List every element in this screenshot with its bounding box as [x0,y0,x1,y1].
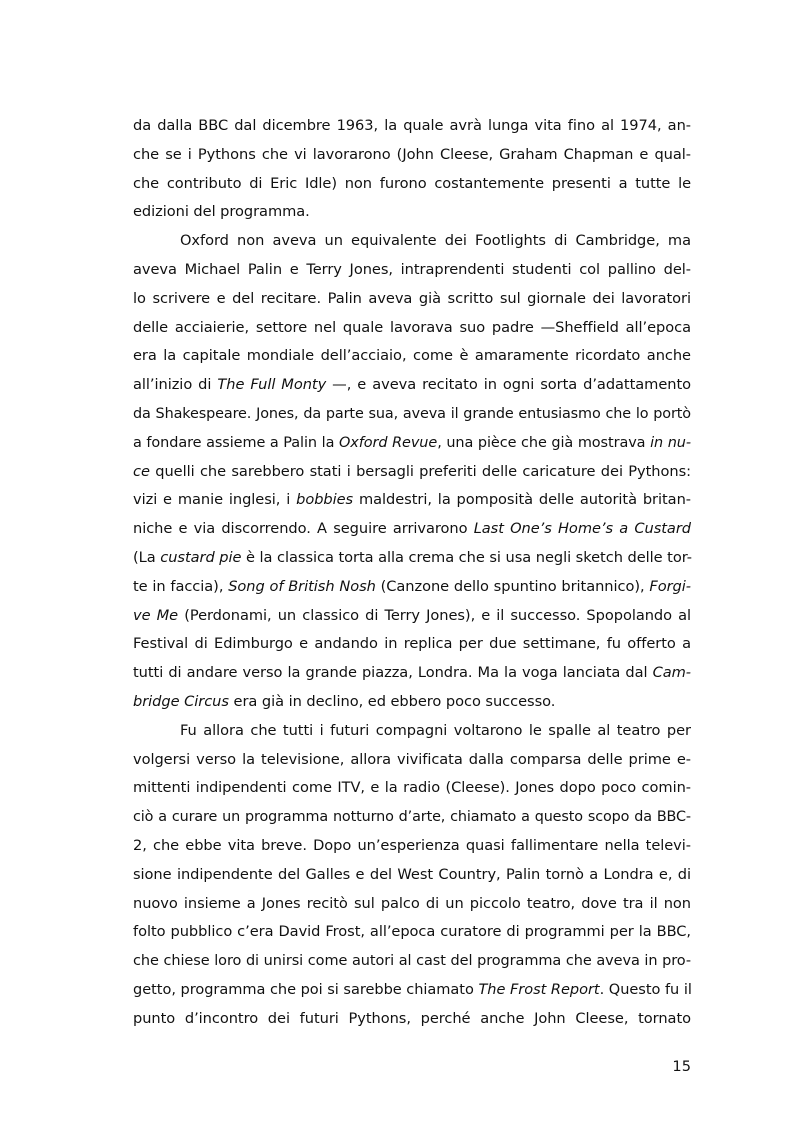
text-line [133,573,691,602]
text-run: (Canzone dello spuntino britannico), [375,577,650,595]
text-line [133,976,691,1005]
text-line [133,717,691,746]
italic-text: Cam- [652,664,691,682]
text-line [133,746,691,775]
text-run: che chiese loro di unirsi come autori al cast del programma che aveva in pro- [133,953,691,970]
text-run: te in faccia), [133,577,229,595]
text-run: mittenti indipendenti come ITV, e la radio (Cleese). Jones dopo poco comin- [133,779,691,797]
text-run: niche e via discorrendo. A seguire arrivarono [133,520,474,538]
text-run: maldestri, la pomposità delle autorità britan- [353,491,691,509]
text-line [133,227,691,256]
text-run: ciò a curare un programma notturno d’arte, chiamato a questo scopo da BBC- [133,809,691,826]
paragraph [133,227,691,717]
text-line [133,774,691,803]
text-run: nuovo insieme a Jones recitò sul palco di un piccolo teatro, dove tra il non [133,894,691,912]
italic-text: Last One’s Home’s a Custard [473,520,691,538]
text-line [133,256,691,285]
italic-text: The Frost Report [478,981,600,998]
text-line [133,112,691,141]
text-line [133,630,691,659]
text-line [133,659,691,688]
text-line [133,515,691,544]
text-line [133,314,691,343]
text-line [133,371,691,400]
italic-text: Song of British Nosh [228,577,376,595]
text-run: , una pièce che già mostrava [437,434,651,451]
text-line [133,170,691,199]
text-run: all’inizio di [133,376,218,394]
text-run: era già in declino, ed ebbero poco successo. [228,692,556,710]
text-line [133,861,691,890]
text-line [133,400,691,429]
text-run: Fu allora che tutti i futuri compagni voltarono le spalle al teatro per [180,721,691,739]
text-line [133,141,691,170]
text-run: aveva Michael Palin e Terry Jones, intraprendenti studenti col pallino del- [133,260,691,278]
text-line [133,285,691,314]
text-run: edizioni del programma. [133,203,310,221]
text-line [133,688,691,717]
text-run: (Perdonami, un classico di Terry Jones), e il successo. Spopolando al [178,606,692,624]
italic-text: Forgi- [649,577,691,595]
text-run: vizi e manie inglesi, i [133,491,297,509]
text-run: —, e aveva recitato in ogni sorta d’adattamento [326,376,692,394]
text-line [133,486,691,515]
paragraph [133,717,691,1034]
text-run: da dalla BBC dal dicembre 1963, la quale avrà lunga vita fino al 1974, an- [133,117,691,134]
italic-text: ve Me [133,606,179,624]
text-line [133,832,691,861]
italic-text: ce [133,462,150,480]
text-run: è la classica torta alla crema che si usa negli sketch delle tor- [241,548,692,566]
text-run: che se i Pythons che vi lavorarono (John Cleese, Graham Chapman e qual- [133,145,691,163]
text-line [133,544,691,573]
text-run: 2, che ebbe vita breve. Dopo un’esperienza quasi fallimentare nella televi- [133,836,691,854]
text-run: Oxford non aveva un equivalente dei Footlights di Cambridge, ma [180,232,691,250]
text-line [133,1005,691,1034]
text-line [133,429,691,458]
italic-text: custard pie [160,548,242,566]
text-run: a fondare assieme a Palin la [133,434,339,451]
text-run: sione indipendente del Galles e del West Country, Palin tornò a Londra e, di [133,865,691,883]
text-line [133,890,691,919]
page-number: 15 [672,1058,691,1075]
text-run: Festival di Edimburgo e andando in replica per due settimane, fu offerto a [133,635,691,653]
paragraph [133,112,691,227]
text-run: (La [133,548,161,566]
text-line [133,947,691,976]
text-run: delle acciaierie, settore nel quale lavorava suo padre —Sheffield all’epoca [133,318,691,336]
italic-text: bridge Circus [133,692,229,710]
text-line [133,602,691,631]
text-run: lo scrivere e del recitare. Palin aveva già scritto sul giornale dei lavoratori [133,289,691,307]
text-run: folto pubblico c’era David Frost, all’epoca curatore di programmi per la BBC, [133,923,691,941]
italic-text: bobbies [296,491,354,509]
italic-text: Oxford Revue [338,434,438,451]
text-run: tutti di andare verso la grande piazza, Londra. Ma la voga lanciata dal [133,664,653,682]
text-run: volgersi verso la televisione, allora vivificata dalla comparsa delle prime e- [133,750,691,768]
text-line [133,342,691,371]
text-run: . Questo fu il [599,981,692,998]
text-run: punto d’incontro dei futuri Pythons, perché anche John Cleese, tornato [133,1009,691,1027]
text-run: che contributo di Eric Idle) non furono costantemente presenti a tutte le [133,174,691,192]
italic-text: in nu- [650,434,692,451]
text-run: era la capitale mondiale dell’acciaio, come è amaramente ricordato anche [133,347,691,365]
body-text [133,112,691,1034]
text-run: da Shakespeare. Jones, da parte sua, aveva il grande entusiasmo che lo portò [133,405,691,422]
text-line [133,198,691,227]
text-line [133,803,691,832]
italic-text: The Full Monty [217,376,327,394]
text-line [133,458,691,487]
text-run: getto, programma che poi si sarebbe chiamato [133,981,479,998]
text-line [133,918,691,947]
text-run: quelli che sarebbero stati i bersagli preferiti delle caricature dei Pythons: [149,462,691,480]
